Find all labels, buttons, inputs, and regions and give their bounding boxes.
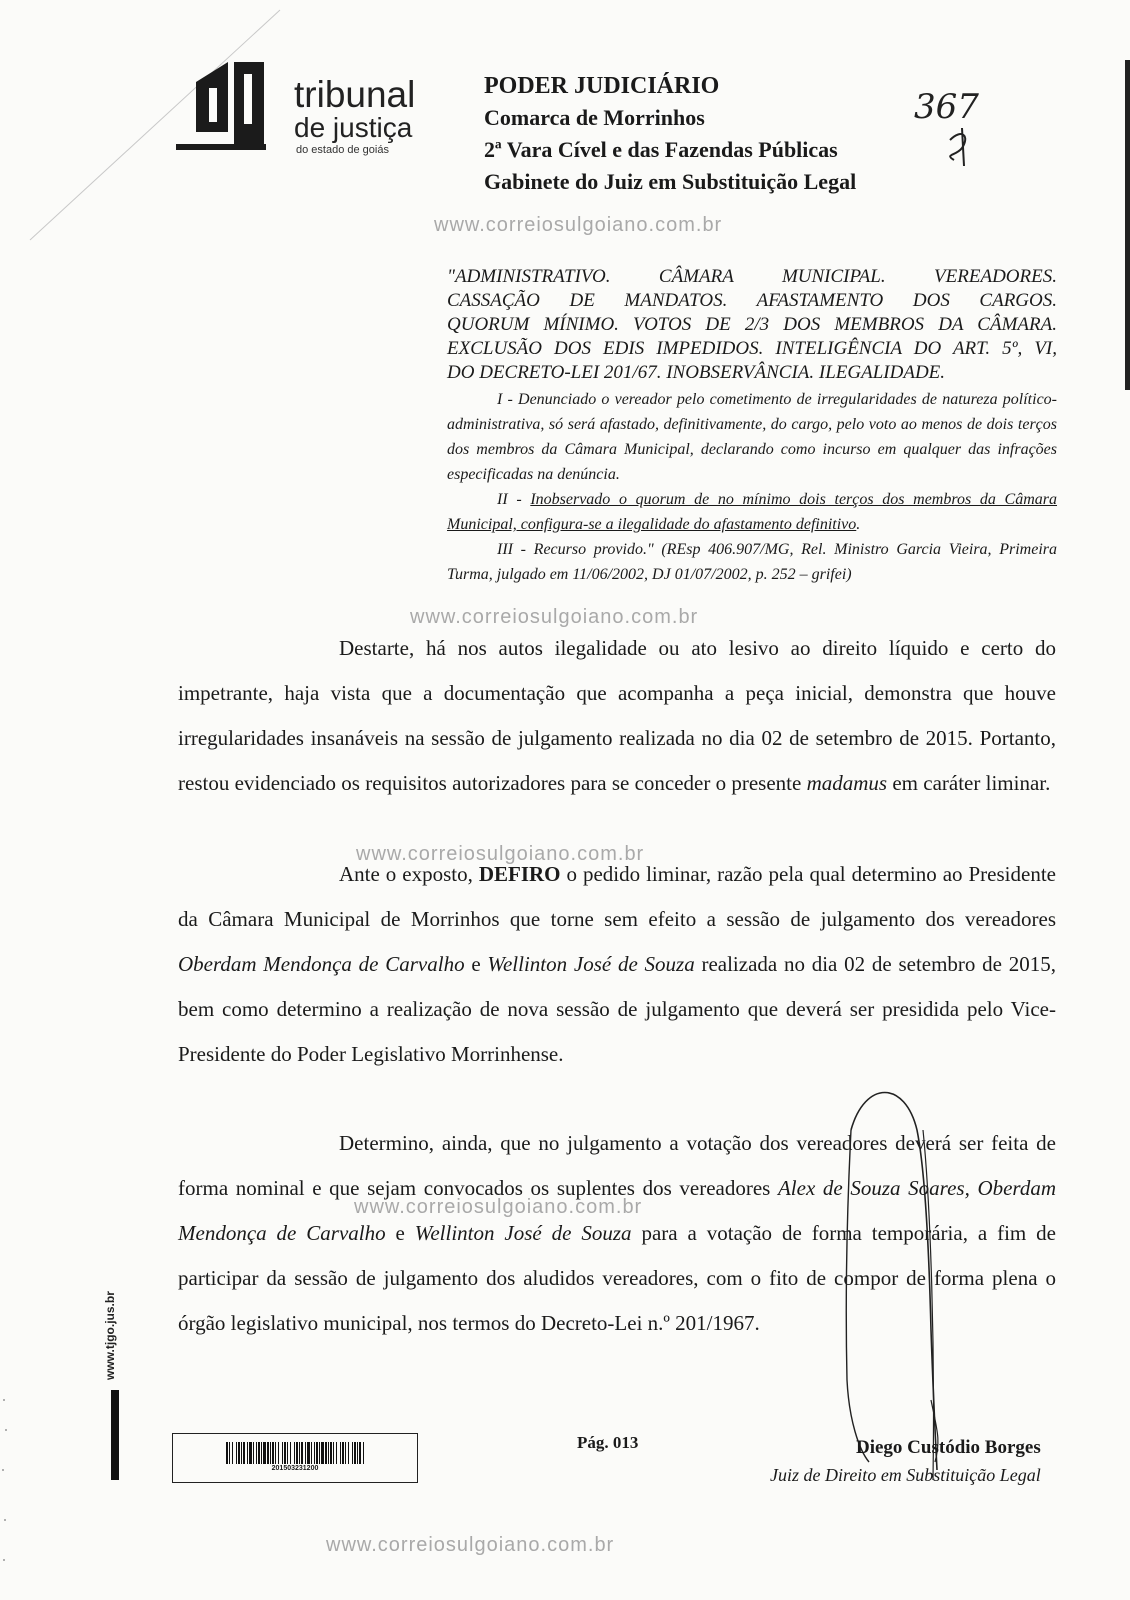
barcode-bar: [305, 1442, 306, 1464]
barcode-bar: [236, 1442, 237, 1464]
tribunal-logo: [176, 62, 426, 162]
barcode-bar: [241, 1442, 242, 1464]
body-paragraph-2: [178, 852, 1056, 1077]
headnote-line: CASSAÇÃO DE MANDATOS. AFASTAMENTO DOS CARGOS.: [447, 290, 1057, 311]
signer-role: Juiz de Direito em Substituição Legal: [770, 1465, 1041, 1485]
barcode-bar: [226, 1442, 228, 1464]
paragraph: Ante o exposto, DEFIRO o pedido liminar, razão pela qual determino ao Presidente da Câmara Municipal de Morrinhos que torne sem efeito a sessão de julgamento dos vereadores Oberdam Mendonça de Carvalho e Wellinton José de Souza realizada no dia 02 de setembro de 2015, bem como determino a realização de nova sessão de julgamento que deverá ser presidida pelo Vice-Presidente do Poder Legislativo Morrinhense.: [178, 862, 1056, 1066]
barcode-bar: [287, 1442, 288, 1464]
header-line: Comarca de Morrinhos: [484, 105, 705, 130]
decision-word: DEFIRO: [478, 862, 561, 886]
handwritten-page-number: [910, 78, 1000, 168]
barcode-bar: [340, 1442, 341, 1464]
barcode-bar: [307, 1442, 310, 1464]
barcode-bar: [278, 1442, 279, 1464]
scan-artifact-dots: [0, 1390, 10, 1590]
headnote-line: DO DECRETO-LEI 201/67. INOBSERVÂNCIA. ILEGALIDADE.: [447, 362, 946, 383]
tribunal-emblem-icon: [176, 62, 266, 152]
headnote-line: EXCLUSÃO DOS EDIS IMPEDIDOS. INTELIGÊNCIA DO ART. 5º, VI,: [447, 338, 1057, 359]
watermark: www.correiosulgoiano.com.br: [356, 843, 645, 865]
barcode-bar: [352, 1442, 353, 1464]
barcode-bar: [342, 1442, 344, 1464]
barcode-bar: [296, 1442, 298, 1464]
barcode-bar: [256, 1442, 257, 1464]
barcode-box: [172, 1433, 418, 1483]
barcode-bar: [345, 1442, 346, 1464]
scan-edge: [1125, 60, 1130, 390]
logo-line-2: de justiça: [294, 112, 413, 143]
barcode-bar: [232, 1442, 233, 1464]
court-header: [484, 70, 856, 198]
barcode-bar: [294, 1442, 295, 1464]
barcode-bar: [301, 1442, 303, 1464]
barcode-bar: [263, 1442, 266, 1464]
barcode-bar: [359, 1442, 361, 1464]
watermark: www.correiosulgoiano.com.br: [354, 1196, 643, 1218]
barcode-bar: [333, 1442, 334, 1464]
barcode-bar: [267, 1442, 269, 1464]
barcode-bar: [299, 1442, 300, 1464]
barcode-bar: [249, 1442, 252, 1464]
header-line: PODER JUDICIÁRIO: [484, 73, 720, 99]
barcode-bar: [229, 1442, 230, 1464]
headnote-line: "ADMINISTRATIVO. CÂMARA MUNICIPAL. VEREADORES.: [447, 266, 1057, 287]
logo-line-1: tribunal: [294, 74, 416, 115]
barcode-bar: [290, 1442, 291, 1464]
header-line: 2ª Vara Cível e das Fazendas Públicas: [484, 137, 838, 162]
side-black-bar: [111, 1390, 119, 1480]
barcode-bar: [258, 1442, 260, 1464]
header-line: Gabinete do Juiz em Substituição Legal: [484, 169, 857, 194]
body-paragraph-1: [178, 626, 1056, 806]
paragraph: Determino, ainda, que no julgamento a votação dos vereadores deverá ser feita de forma nominal e que sejam convocados os suplentes dos vereadores Alex de Souza Soares, Oberdam Mendonça de Carvalho e Wellinton José de Souza para a votação de forma temporária, a fim de participar da sessão de julgamento dos aludidos vereadores, com o fito de compor de forma plena o órgão legislativo municipal, nos termos do Decreto-Lei n.º 201/1967.: [178, 1131, 1057, 1335]
paragraph: Destarte, há nos autos ilegalidade ou ato lesivo ao direito líquido e certo do impetrante, haja vista que a documentação que acompanha a peça inicial, demonstra que houve irregularidades insanáveis na sessão de julgamento realizada no dia 02 de setembro de 2015. Portanto, restou evidenciado os requisitos autorizadores para se conceder o presente madamus em caráter liminar.: [178, 636, 1056, 795]
barcode-bar: [354, 1442, 356, 1464]
barcode-bar: [261, 1442, 262, 1464]
barcode-bar: [275, 1442, 276, 1464]
barcode-bar: [238, 1442, 240, 1464]
barcode-bar: [282, 1442, 283, 1464]
barcode-bar: [316, 1442, 318, 1464]
barcode-bar: [363, 1442, 364, 1464]
barcode-bar: [311, 1442, 312, 1464]
barcode-bar: [270, 1442, 271, 1464]
barcode-number: 201503231200: [271, 1465, 319, 1472]
barcode-bar: [325, 1442, 327, 1464]
underlined-text: Inobservado o quorum de no mínimo dois terços dos membros da Câmara Municipal, configura-se a ilegalidade do afastamento definitivo: [447, 491, 1058, 533]
barcode-bar: [243, 1442, 245, 1464]
barcode-bar: [314, 1442, 315, 1464]
tjgo-url-vertical: [98, 1290, 120, 1380]
barcode-bar: [336, 1442, 337, 1464]
barcode-bar: [357, 1442, 358, 1464]
barcode-bar: [321, 1442, 324, 1464]
watermark: www.correiosulgoiano.com.br: [410, 606, 699, 628]
quote-item-2: II - Inobservado o quorum de no mínimo dois terços dos membros da Câmara Municipal, configura-se a ilegalidade do afastamento definitivo.: [447, 491, 1058, 533]
page-label: Pág. 013: [577, 1433, 639, 1452]
barcode-bar: [319, 1442, 320, 1464]
barcode-bar: [253, 1442, 254, 1464]
watermark: www.correiosulgoiano.com.br: [326, 1534, 615, 1556]
barcode-bar: [247, 1442, 248, 1464]
headnote-line: QUORUM MÍNIMO. VOTOS DE 2/3 DOS MEMBROS DA CÂMARA.: [447, 314, 1057, 335]
handwritten-signature: [845, 1090, 985, 1490]
barcode-bar: [348, 1442, 349, 1464]
watermark: www.correiosulgoiano.com.br: [434, 214, 723, 236]
jurisprudence-quote: [447, 265, 1057, 587]
logo-line-3: do estado de goiás: [296, 144, 389, 156]
barcode-bar: [272, 1442, 274, 1464]
quote-item-1: I - Denunciado o vereador pelo cometimento de irregularidades de natureza político-administrativa, só será afastado, definitivamente, do cargo, pelo voto ao menos de dois terços dos membros da Câmara Municipal, declarando como incurso em qualquer das infrações especificadas na denúncia.: [447, 391, 1057, 483]
barcode-icon: [226, 1442, 366, 1464]
quote-item-3: III - Recurso provido." (REsp 406.907/MG, Rel. Ministro Garcia Vieira, Primeira Turma, julgado em 11/06/2002, DJ 01/07/2002, p. 252 – grifei): [447, 541, 1057, 583]
svg-text:367: 367: [914, 87, 979, 127]
svg-text:www.tjgo.jus.br: www.tjgo.jus.br: [103, 1291, 117, 1380]
quote-headnote: [447, 265, 1057, 385]
barcode-bar: [330, 1442, 332, 1464]
barcode-bar: [328, 1442, 329, 1464]
barcode-bar: [284, 1442, 286, 1464]
signer-name: Diego Custódio Borges: [856, 1437, 1041, 1458]
